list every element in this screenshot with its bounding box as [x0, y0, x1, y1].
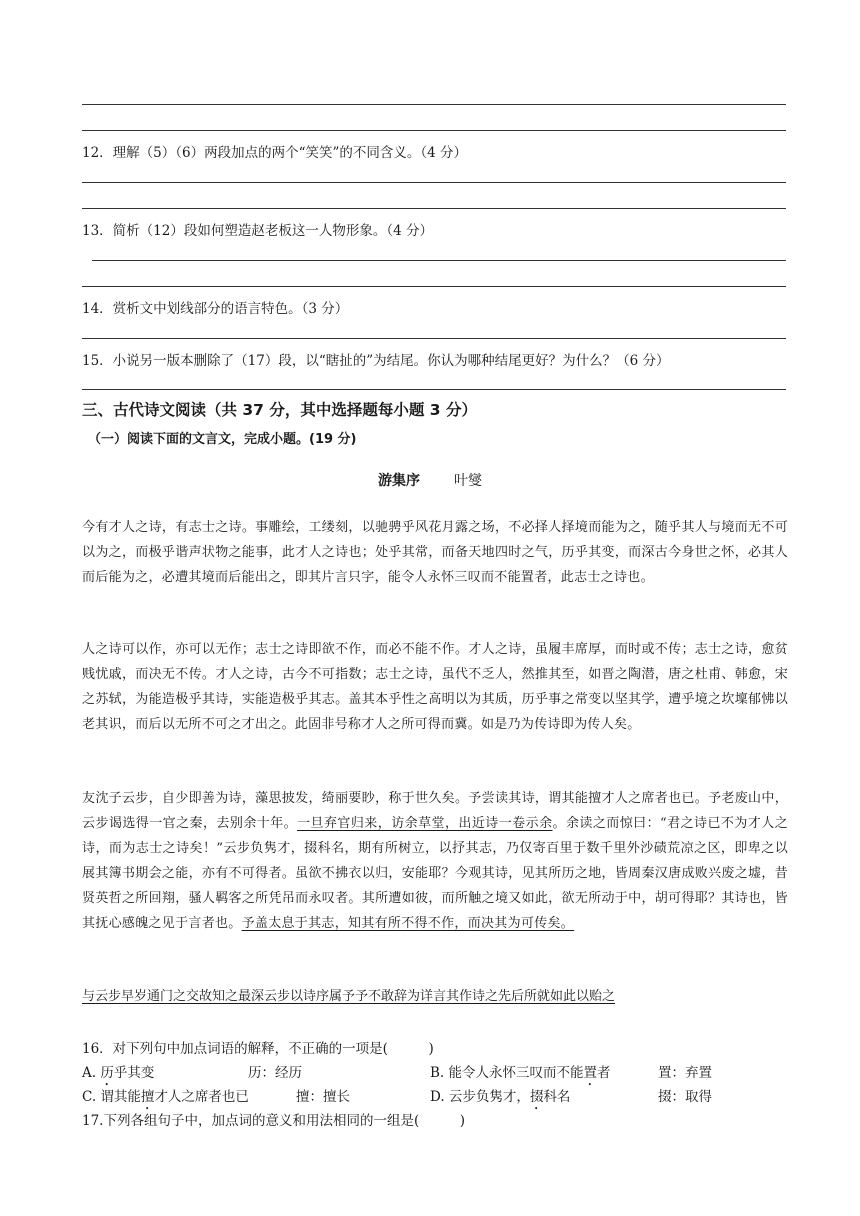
option-b-gloss: 置：弃置	[658, 1065, 712, 1081]
essay-title-block	[0, 470, 860, 490]
question-17-stem: 17.下列各组句子中，加点词的意义和用法相同的一组是( )	[82, 1113, 466, 1129]
essay-title: 游集序	[378, 473, 420, 489]
option-d-gloss: 掇：取得	[658, 1089, 712, 1105]
underlined-sentence: 予盖太息于其志，知其有所不得不作，而决其为可传矣。	[241, 916, 575, 931]
option-text: 者	[597, 1065, 611, 1081]
unpunctuated-passage: 与云步早岁通门之交故知之最深云步以诗序属予予不敢辞为详言其作诗之先后所就如此以贻之	[82, 989, 616, 1004]
answer-line	[82, 130, 786, 131]
answer-line	[82, 389, 786, 390]
dotted-word: 掇	[529, 1089, 544, 1105]
section-heading: 三、古代诗文阅读（共 37 分，其中选择题每小题 3 分）	[82, 401, 477, 419]
answer-line	[82, 286, 786, 287]
paragraph-text: 友沈子云步，自少即善为诗，藻思披发，绮丽要眇，称于世久矣。予尝读其诗，谓其能擅才人之席者也已。予老废山中，云步谒选得一官之秦，去别余十年。	[82, 791, 788, 831]
question-16-stem: 16．对下列句中加点词语的解释，不正确的一项是( )	[82, 1041, 434, 1057]
section-subheading: （一）阅读下面的文言文，完成小题。(19 分)	[88, 432, 357, 447]
option-label: B. 能令人永怀三叹而不能	[430, 1065, 584, 1081]
essay-paragraph-2: 人之诗可以作，亦可以无作；志士之诗即欲不作，而必不能不作。才人之诗，虽履丰席厚，而时或不传；志士之诗，愈贫贱忧戚，而决无不传。才人之诗，古今不可指数；志士之诗，虽代不乏人，然推其至，如晋之陶潜，唐之杜甫、韩愈，宋之苏轼，为能造极乎其诗，实能造极乎其志。盖其本乎性之高明以为其质，历乎事之常变以坚其学，遭乎境之坎壈郁怫以老其识，而后以无所不可之才出之。此固非号称才人之所可得而冀。如是乃为传诗即为传人矣。	[82, 642, 788, 732]
option-label: C. 谓其能	[82, 1089, 141, 1105]
dotted-word: 历	[100, 1065, 114, 1081]
option-c-gloss: 擅：擅长	[296, 1089, 350, 1105]
option-text: 科名	[543, 1089, 571, 1105]
answer-line	[82, 338, 786, 339]
option-a-gloss: 历：经历	[248, 1065, 302, 1081]
question-12: 12．理解（5）（6）两段加点的两个“笑笑”的不同含义。（4 分）	[82, 145, 468, 161]
answer-line	[82, 104, 786, 105]
option-text: 乎其变	[113, 1065, 155, 1081]
dotted-word: 擅	[140, 1089, 155, 1105]
answer-line	[92, 260, 786, 261]
paragraph-text: 。余读之而惊曰：“君之诗已不为才人之诗，而为志士之诗矣！”云步负隽才，掇科名，期有所树立，以抒其志，乃仅寄百里于数千里外沙碛荒凉之区，即卑之以展其簿书期会之能，亦有不可得者。虽欲不拂衣以归，安能耶？今观其诗，见其所历之地，皆周秦汉唐成败兴废之墟，昔贤英哲之所回翔，骚人羁客之所凭吊而永叹者。其所遭如彼，而所触之境又如此，欲无所动于中，胡可得耶？其诗也，皆其抚心感魄之见于言者也。	[82, 816, 788, 931]
answer-line	[82, 182, 786, 183]
option-text: 才人之席者也已	[154, 1089, 249, 1105]
essay-paragraph-1: 今有才人之诗，有志士之诗。事雕绘，工缕刻，以驰骋乎风花月露之场，不必择人择境而能为之，随乎其人与境而无不可以为之，而极乎谐声状物之能事，此才人之诗也；处乎其常，而备天地四时之气，历乎其变，而深古今身世之怀，必其人而后能为之，必遭其境而后能出之，即其片言只字，能令人永怀三叹而不能置者，此志士之诗也。	[82, 520, 788, 585]
essay-paragraph-3	[82, 786, 788, 936]
answer-line	[82, 208, 786, 209]
underlined-sentence: 一旦弃官归来，访余草堂，出近诗一卷示余	[297, 816, 553, 831]
option-label: A.	[82, 1065, 101, 1081]
option-label: D. 云步负隽才，	[430, 1089, 530, 1105]
essay-author: 叶燮	[454, 473, 482, 489]
question-14: 14．赏析文中划线部分的语言特色。（3 分）	[82, 301, 349, 317]
question-15: 15．小说另一版本删除了（17）段，以“瞎扯的”为结尾。你认为哪种结尾更好？为什么？（6 分）	[82, 353, 670, 369]
question-13: 13．简析（12）段如何塑造赵老板这一人物形象。（4 分）	[82, 223, 433, 239]
dotted-word: 置	[583, 1065, 598, 1081]
